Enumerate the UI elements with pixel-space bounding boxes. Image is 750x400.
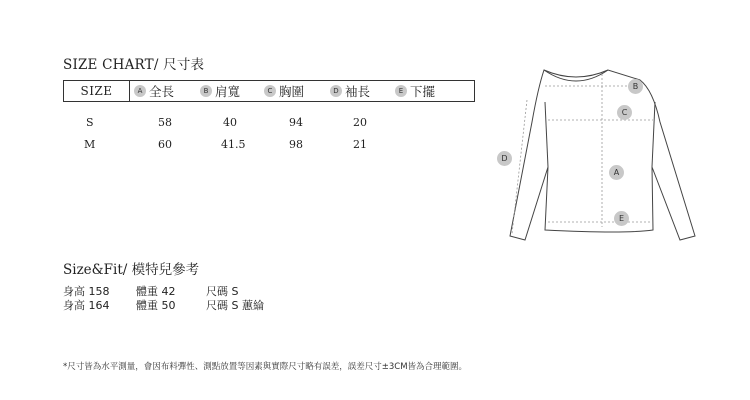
row-s-size: S [86, 116, 94, 129]
row-m-length: 60 [158, 138, 172, 151]
row-s-sleeve: 20 [353, 116, 367, 129]
row-m-chest: 98 [289, 138, 303, 151]
column-label-length: 全長 [149, 84, 175, 99]
model-1-height: 身高 158 [63, 285, 110, 298]
row-m-sleeve: 21 [353, 138, 367, 151]
model-2-size: 尺碼 S 蕙綸 [206, 299, 264, 312]
garment-outline [490, 62, 710, 247]
size-column-header: SIZE [80, 84, 113, 98]
point-b-icon: B [628, 79, 643, 94]
badge-e-icon: E [395, 85, 407, 97]
row-s-chest: 94 [289, 116, 303, 129]
column-label-chest: 胸圍 [279, 84, 305, 99]
column-header-b [200, 81, 240, 101]
column-label-sleeve: 袖長 [345, 84, 371, 99]
badge-c-icon: C [264, 85, 276, 97]
column-header-c [264, 81, 304, 101]
measurement-footnote: *尺寸皆為水平測量，會因布料彈性、測點放置等因素與實際尺寸略有誤差，誤差尺寸±3CM皆為合理範圍。 [63, 362, 468, 372]
model-1-size: 尺碼 S [206, 285, 239, 298]
column-header-e [395, 81, 435, 101]
point-e-icon: E [614, 211, 629, 226]
column-header-a [134, 81, 174, 101]
badge-a-icon: A [134, 85, 146, 97]
row-s-length: 58 [158, 116, 172, 129]
point-a-icon: A [609, 165, 624, 180]
row-m-size: M [84, 138, 96, 151]
badge-d-icon: D [330, 85, 342, 97]
size-chart-header [63, 80, 475, 102]
row-m-shoulder: 41.5 [221, 138, 246, 151]
garment-diagram [490, 62, 710, 247]
model-2-height: 身高 164 [63, 299, 110, 312]
row-s-shoulder: 40 [223, 116, 237, 129]
column-header-d [330, 81, 370, 101]
point-c-icon: C [617, 105, 632, 120]
size-fit-title: Size&Fit/ 模特兒參考 [63, 262, 200, 278]
column-label-shoulder: 肩寬 [215, 84, 241, 99]
model-2-weight: 體重 50 [136, 299, 176, 312]
model-1-weight: 體重 42 [136, 285, 176, 298]
column-label-hem: 下擺 [410, 84, 436, 99]
header-divider [129, 81, 130, 101]
point-d-icon: D [497, 151, 512, 166]
badge-b-icon: B [200, 85, 212, 97]
size-chart-title: SIZE CHART/ 尺寸表 [63, 57, 205, 73]
